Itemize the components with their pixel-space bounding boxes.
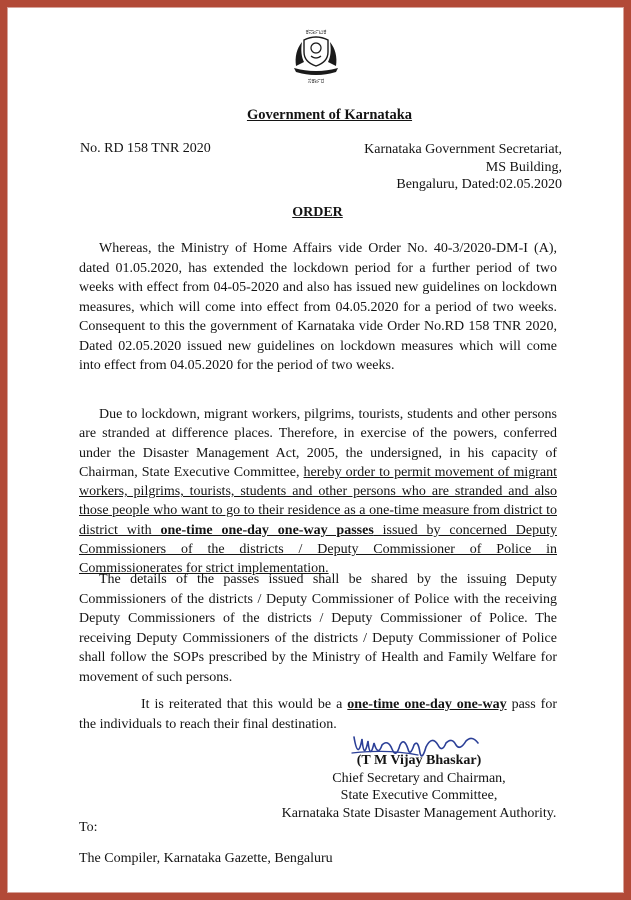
signatory-designation-1: Chief Secretary and Chairman, <box>332 770 506 786</box>
reference-number: No. RD 158 TNR 2020 <box>80 141 211 156</box>
office-address <box>330 141 562 194</box>
signatory-designation-2: State Executive Committee, <box>340 788 498 803</box>
address-line-2: MS Building, <box>485 159 562 175</box>
recipient: The Compiler, Karnataka Gazette, Bengaluru <box>79 851 333 866</box>
paragraph-order-directive: hereby order to permit movement of migrant workers, pilgrims, tourists, students and other persons who are stranded and also those people who want to go to their residence as a one-time measure from district to district with <box>79 464 557 538</box>
signatory-designation-3: Karnataka State Disaster Management Authority. <box>281 805 557 821</box>
paragraph-order-directive-end: issued by concerned Deputy Commissioners of the districts / Deputy Commissioner of Police in Commissionerates for strict implementation. <box>79 522 557 577</box>
paragraph-order-intro: Due to lockdown, migrant workers, pilgrims, tourists, students and other persons are stranded at difference places. Therefore, in exercise of the powers, conferred under the Disaster Management Act, 2005, the undersigned, in his capacity of Chairman, State Executive Committee, <box>79 407 557 480</box>
address-line-3: Bengaluru, Dated:02.05.2020 <box>396 177 562 192</box>
paragraph-reiteration-after: pass for the individuals to reach their final destination. <box>79 697 558 732</box>
emblem-text-bottom: ಸರ್ಕಾರ <box>307 77 325 84</box>
paragraph-reiteration-before: It is reiterated that this would be a <box>141 697 348 712</box>
order-heading: ORDER <box>292 205 343 220</box>
to-label: To: <box>79 820 98 835</box>
paragraph-order-pass-type: one-time one-day one-way passes <box>160 522 374 538</box>
paragraph-whereas: Whereas, the Ministry of Home Affairs vide Order No. 40-3/2020-DM-I (A), dated 01.05.2020, has extended the lockdown period for a further period of two weeks with effect from 04-05-2020 and also has issued new guidelines on lockdown measures, which will come into effect from 04.05.2020 for a period of two weeks. Consequent to this the government of Karnataka vide Order No.RD 158 TNR 2020, Dated 02.05.2020 issued new guidelines on lockdown measures which will come into effect from 04.05.2020 for the period of two weeks. <box>79 241 557 373</box>
government-emblem-icon <box>284 22 348 84</box>
signatory-name: (T M Vijay Bhaskar) <box>356 753 482 768</box>
address-line-1: Karnataka Government Secretariat, <box>364 142 562 157</box>
paragraph-pass-details: The details of the passes issued shall be shared by the issuing Deputy Commissioners of the districts / Deputy Commissioner of Police with the receiving Deputy Commissioners of the districts / Deputy Commissioner of Police. The receiving Deputy Commissioners of the districts / Deputy Commissioner of Police shall follow the SOPs prescribed by the Ministry of Health and Family Welfare for movement of such persons. <box>79 572 557 685</box>
paragraph-reiteration-pass-type: one-time one-day one-way <box>347 697 507 712</box>
paragraph-reiteration <box>79 695 557 734</box>
emblem-text-top: ಕರ್ನಾಟಕ <box>305 28 327 36</box>
paragraph-order <box>79 405 557 579</box>
signatory-block <box>281 752 557 822</box>
government-title: Government of Karnataka <box>246 107 413 123</box>
